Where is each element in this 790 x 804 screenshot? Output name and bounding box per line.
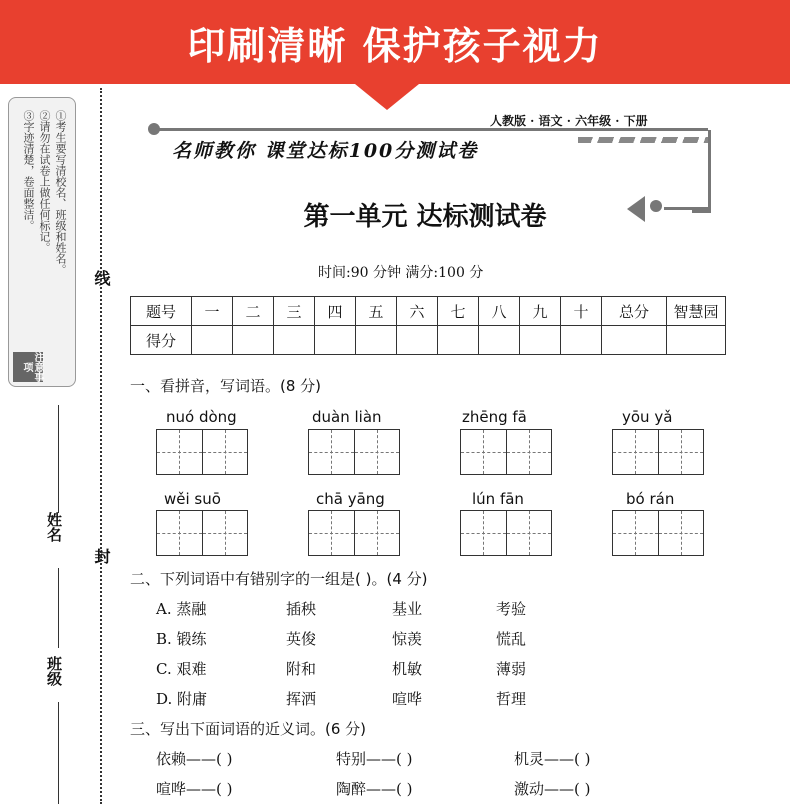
notice-item-2: ②请勿在试卷上做任何标记。	[38, 110, 51, 253]
option-d[interactable]: D. 附庸	[156, 690, 208, 708]
char-grid[interactable]	[460, 429, 552, 475]
pinyin-label: duàn liàn	[312, 408, 382, 426]
option-word: 插秧	[286, 600, 317, 618]
synonym-blank[interactable]: 依赖——( )	[156, 750, 233, 768]
promo-banner	[0, 0, 790, 84]
score-input[interactable]	[438, 326, 479, 355]
option-b[interactable]: B. 锻练	[156, 630, 207, 648]
banner-arrow	[355, 84, 419, 110]
synonym-blank[interactable]: 特别——( )	[336, 750, 413, 768]
option-word: 喧哗	[392, 690, 423, 708]
synonym-blank[interactable]: 激动——( )	[514, 780, 591, 798]
option-word: 附和	[286, 660, 317, 678]
score-header-row	[131, 297, 726, 326]
option-word: 慌乱	[496, 630, 527, 648]
score-input[interactable]	[192, 326, 233, 355]
margin-xian: 线	[92, 270, 111, 286]
char-grid[interactable]	[612, 429, 704, 475]
score-label: 得分	[131, 326, 192, 355]
synonym-blank[interactable]: 喧哗——( )	[156, 780, 233, 798]
score-cell: 一	[192, 297, 233, 326]
score-cell: 总分	[602, 297, 667, 326]
option-word: 考验	[496, 600, 527, 618]
pinyin-label: bó rán	[626, 490, 675, 508]
score-input[interactable]	[561, 326, 602, 355]
score-input[interactable]	[667, 326, 726, 355]
score-cell: 七	[438, 297, 479, 326]
char-grid[interactable]	[612, 510, 704, 556]
score-cell: 六	[397, 297, 438, 326]
option-word: 挥洒	[286, 690, 317, 708]
pinyin-label: nuó dòng	[166, 408, 237, 426]
exam-info: 时间:90 分钟 满分:100 分	[318, 265, 484, 281]
synonym-blank[interactable]: 机灵——( )	[514, 750, 591, 768]
score-cell: 二	[233, 297, 274, 326]
pinyin-label: wěi suō	[164, 490, 221, 508]
score-input[interactable]	[397, 326, 438, 355]
option-a[interactable]: A. 蒸融	[156, 600, 207, 618]
score-input[interactable]	[274, 326, 315, 355]
class-line	[58, 702, 59, 804]
char-grid[interactable]	[308, 429, 400, 475]
score-input[interactable]	[356, 326, 397, 355]
score-table	[130, 296, 726, 355]
char-grid[interactable]	[156, 429, 248, 475]
section1-heading: 一、看拼音，写词语。(8 分)	[130, 377, 322, 395]
option-c[interactable]: C. 艰难	[156, 660, 207, 678]
score-cell: 智慧园	[667, 297, 726, 326]
section2-heading: 二、下列词语中有错别字的一组是( )。(4 分)	[130, 570, 428, 588]
option-word: 基业	[392, 600, 423, 618]
char-grid[interactable]	[460, 510, 552, 556]
header-dot-left	[148, 123, 160, 135]
score-input[interactable]	[520, 326, 561, 355]
pinyin-label: lún fān	[472, 490, 524, 508]
option-word: 机敏	[392, 660, 423, 678]
pinyin-label: yōu yǎ	[622, 408, 673, 426]
score-cell: 十	[561, 297, 602, 326]
option-word: 英俊	[286, 630, 317, 648]
class-line-top	[58, 568, 59, 648]
score-input[interactable]	[315, 326, 356, 355]
banner-text: 印刷清晰 保护孩子视力	[187, 23, 603, 68]
score-cell: 三	[274, 297, 315, 326]
option-word: 薄弱	[496, 660, 527, 678]
section3-heading: 三、写出下面词语的近义词。(6 分)	[130, 720, 367, 738]
option-word: 惊羡	[392, 630, 423, 648]
class-label: 班级	[45, 656, 63, 686]
notice-item-1: ①考生要写清校名、班级和姓名。	[54, 110, 67, 275]
char-grid[interactable]	[308, 510, 400, 556]
score-input[interactable]	[479, 326, 520, 355]
option-word: 哲理	[496, 690, 527, 708]
score-cell: 四	[315, 297, 356, 326]
score-input[interactable]	[233, 326, 274, 355]
pinyin-label: chā yāng	[316, 490, 385, 508]
score-cell: 五	[356, 297, 397, 326]
margin-feng: 封	[92, 548, 111, 564]
score-cell: 八	[479, 297, 520, 326]
notice-item-3: ③字迹清楚，卷面整洁。	[22, 110, 35, 231]
score-cell: 题号	[131, 297, 192, 326]
score-cell: 九	[520, 297, 561, 326]
page-title: 第一单元 达标测试卷	[303, 202, 547, 232]
pinyin-label: zhēng fā	[462, 408, 527, 426]
name-line	[58, 405, 59, 513]
score-value-row	[131, 326, 726, 355]
series-title: 名师教你 课堂达标100分测试卷	[172, 140, 479, 162]
synonym-blank[interactable]: 陶醉——( )	[336, 780, 413, 798]
score-input[interactable]	[602, 326, 667, 355]
edition-label: 人教版 · 语文 · 六年级 · 下册	[490, 114, 648, 128]
header-dashes	[578, 137, 708, 143]
notice-title: 注意事项	[13, 352, 43, 382]
char-grid[interactable]	[156, 510, 248, 556]
name-label: 姓名	[45, 512, 63, 542]
header-rule	[152, 128, 708, 131]
